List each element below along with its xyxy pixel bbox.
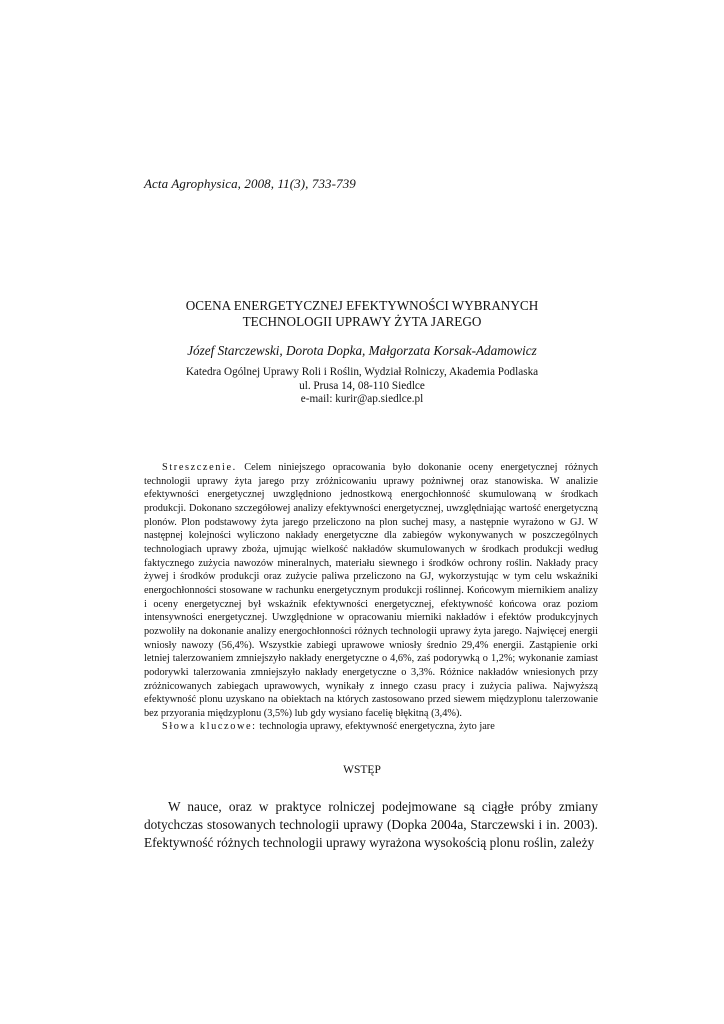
journal-reference: Acta Agrophysica, 2008, 11(3), 733-739 [144,176,356,191]
paper-title-line-2: TECHNOLOGII UPRAWY ŻYTA JAREGO [242,314,482,329]
keywords-label: Słowa kluczowe: [162,721,257,733]
affiliation-department: Katedra Ogólnej Uprawy Roli i Roślin, Wydział Rolniczy, Akademia Podlaska [185,366,539,378]
keywords-text: technologia uprawy, efektywność energetyczna, żyto jare [259,721,495,733]
paper-title [0,298,724,330]
intro-paragraph: W nauce, oraz w praktyce rolniczej podejmowane są ciągłe próby zmiany dotychczas stosowanych technologii uprawy (Dopka 2004a, Starczewski i in. 2003). Efektywność różnych technologii uprawy wyrażona wysokością plonu roślin, zależy [144,799,598,850]
section-heading-intro: WSTĘP [343,764,381,776]
paper-title-line-1: OCENA ENERGETYCZNEJ EFEKTYWNOŚCI WYBRANYCH [185,298,539,313]
abstract-paragraph [144,461,598,720]
abstract [144,461,598,734]
abstract-text: Celem niniejszego opracowania było dokonanie oceny energetycznej różnych technologii uprawy żyta jarego przy zróżnicowaniu uprawy pożniwnej oraz stanowiska. W analizie efektywności energetycznej uwzględniono jednostkową energochłonność skumulowaną w środkach produkcji. Dokonano szczegółowej analizy efektywności energetycznej, uwzględniając wartość energetyczną plonów. Plon podstawowy żyta jarego przeliczono na plon suchej masy, a następnie wyrażono w GJ. W następnej kolejności wyliczono nakłady energetyczne dla zabiegów wykonywanych w poszczególnych technologiach uprawy zboża, ujmując wielkość nakładów skumulowanych w środkach produkcji według faktycznego zużycia nawozów mineralnych, materiału siewnego i środków ochrony roślin. Nakłady pracy żywej i środków produkcji oraz zużycie paliwa przeliczono na GJ, wykorzystując w tym celu wskaźniki energochłonności stosowane w rachunku energetycznym produkcji roślinnej. Końcowym miernikiem analizy i oceny energetycznej był wskaźnik efektywności energetycznej, efektywność końcowa oraz poziom intensywności energetycznej. Uwzględnione w opracowaniu mierniki nakładów i efektów produkcyjnych pozwoliły na dokonanie analizy energochłonności różnych technologii uprawy żyta jarego. Najwięcej energii wniosły nawozy (56,4%). Wszystkie zabiegi uprawowe wniosły średnio 29,4% energii. Zastąpienie orki letniej talerzowaniem zmniejszyło nakłady energetyczne o 4,6%, zaś podorywką o 1,2%; wykonanie zamiast podorywki talerzowania zmniejszyło nakłady energetyczne o 3,3%. Różnice nakładów wniesionych przy zróżnicowanych zabiegach uprawowych, wynikały z innego czasu pracy i zużycia paliwa. Najwyższą efektywność plonu uzyskano na obiektach na których zastosowano przed siewem międzyplonu talerzowanie bez przyorania międzyplonu (3,5%) lub gdy wysiano facelię błękitną (3,4%). [144,462,598,719]
abstract-label: Streszczenie. [162,462,237,473]
affiliation-address: ul. Prusa 14, 08-110 Siedlce [299,379,425,392]
affiliation-email: e-mail: kurir@ap.siedlce.pl [300,393,424,406]
affiliation [0,366,724,407]
author-list: Józef Starczewski, Dorota Dopka, Małgorzata Korsak-Adamowicz [187,343,537,358]
keywords-paragraph [144,720,598,734]
